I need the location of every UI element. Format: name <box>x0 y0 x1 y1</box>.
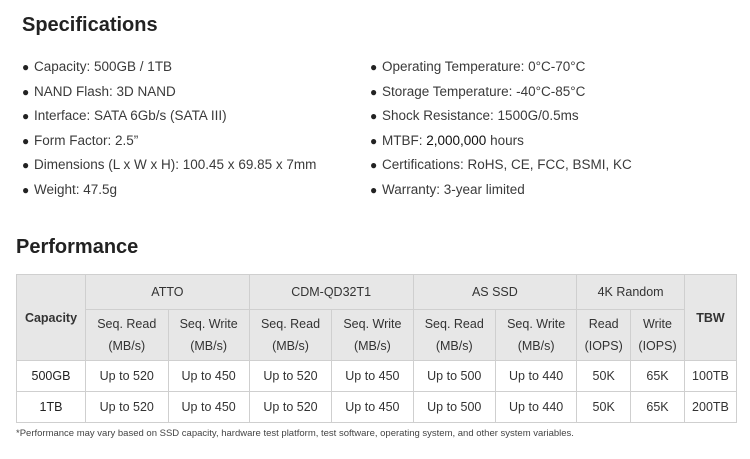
table-cell: 50K <box>577 392 631 423</box>
bullet-icon: ● <box>22 133 30 148</box>
bullet-icon: ● <box>370 84 378 99</box>
table-row <box>17 392 737 423</box>
bullet-icon: ● <box>22 84 30 99</box>
spec-item-form-factor: ● Form Factor: 2.5” <box>22 129 316 154</box>
table-cell: 65K <box>631 361 685 392</box>
table-cell: Up to 450 <box>332 361 413 392</box>
spec-item-mtbf: ● MTBF: 2,000,000 hours <box>370 129 632 154</box>
bullet-icon: ● <box>370 60 378 74</box>
bullet-icon: ● <box>370 158 378 172</box>
sub-header: Seq. Read (MB/s) <box>86 310 169 361</box>
table-cell: Up to 520 <box>86 392 169 423</box>
performance-heading: Performance <box>16 236 139 258</box>
table-cell: 100TB <box>684 361 736 392</box>
spec-item-operating-temp: ● Operating Temperature: 0°C-70°C <box>370 55 632 80</box>
table-cell: Up to 440 <box>496 392 577 423</box>
sub-header: Seq. Write (MB/s) <box>332 310 413 361</box>
table-cell: 50K <box>577 361 631 392</box>
bullet-icon: ● <box>22 182 30 197</box>
table-row <box>17 361 737 392</box>
spec-item-storage-temp: ● Storage Temperature: -40°C-85°C <box>370 80 632 105</box>
group-header-cdm: CDM-QD32T1 <box>249 275 413 310</box>
mtbf-value: 2,000,000 <box>426 132 487 148</box>
bullet-icon: ● <box>22 109 30 123</box>
specifications-heading: Specifications <box>22 14 158 36</box>
capacity-header: Capacity <box>17 275 86 361</box>
spec-item-dimensions: ● Dimensions (L x W x H): 100.45 x 69.85 x 7mm <box>22 153 316 178</box>
table-cell: Up to 440 <box>496 361 577 392</box>
performance-table <box>16 274 737 423</box>
spec-list-left <box>22 55 316 202</box>
sub-header: Read (IOPS) <box>577 310 631 361</box>
table-cell: 200TB <box>684 392 736 423</box>
spec-item-capacity: ● Capacity: 500GB / 1TB <box>22 55 316 80</box>
bullet-icon: ● <box>370 109 378 123</box>
group-header-atto: ATTO <box>86 275 250 310</box>
spec-item-weight: ● Weight: 47.5g <box>22 178 316 203</box>
footnote: *Performance may vary based on SSD capacity, hardware test platform, test software, operating system, and other system variables. <box>16 428 574 439</box>
spec-item-warranty: ● Warranty: 3-year limited <box>370 178 632 203</box>
spec-list-right <box>370 55 632 202</box>
table-cell: Up to 520 <box>249 361 332 392</box>
bullet-icon: ● <box>370 133 378 148</box>
bullet-icon: ● <box>22 60 30 74</box>
table-cell: Up to 500 <box>413 392 496 423</box>
spec-item-interface: ● Interface: SATA 6Gb/s (SATA III) <box>22 104 316 129</box>
spec-item-nand: ● NAND Flash: 3D NAND <box>22 80 316 105</box>
table-cell: Up to 500 <box>413 361 496 392</box>
sub-header: Seq. Read (MB/s) <box>249 310 332 361</box>
bullet-icon: ● <box>370 182 378 197</box>
sub-header: Seq. Write (MB/s) <box>168 310 249 361</box>
group-header-as-ssd: AS SSD <box>413 275 577 310</box>
spec-item-shock: ● Shock Resistance: 1500G/0.5ms <box>370 104 632 129</box>
capacity-cell: 1TB <box>17 392 86 423</box>
group-header-4k-random: 4K Random <box>577 275 685 310</box>
table-cell: Up to 450 <box>168 392 249 423</box>
sub-header: Write (IOPS) <box>631 310 685 361</box>
bullet-icon: ● <box>22 158 30 172</box>
sub-header: Seq. Read (MB/s) <box>413 310 496 361</box>
capacity-cell: 500GB <box>17 361 86 392</box>
table-cell: 65K <box>631 392 685 423</box>
sub-header: Seq. Write (MB/s) <box>496 310 577 361</box>
table-cell: Up to 450 <box>332 392 413 423</box>
table-cell: Up to 450 <box>168 361 249 392</box>
spec-item-certifications: ● Certifications: RoHS, CE, FCC, BSMI, KC <box>370 153 632 178</box>
table-cell: Up to 520 <box>86 361 169 392</box>
table-cell: Up to 520 <box>249 392 332 423</box>
tbw-header: TBW <box>684 275 736 361</box>
